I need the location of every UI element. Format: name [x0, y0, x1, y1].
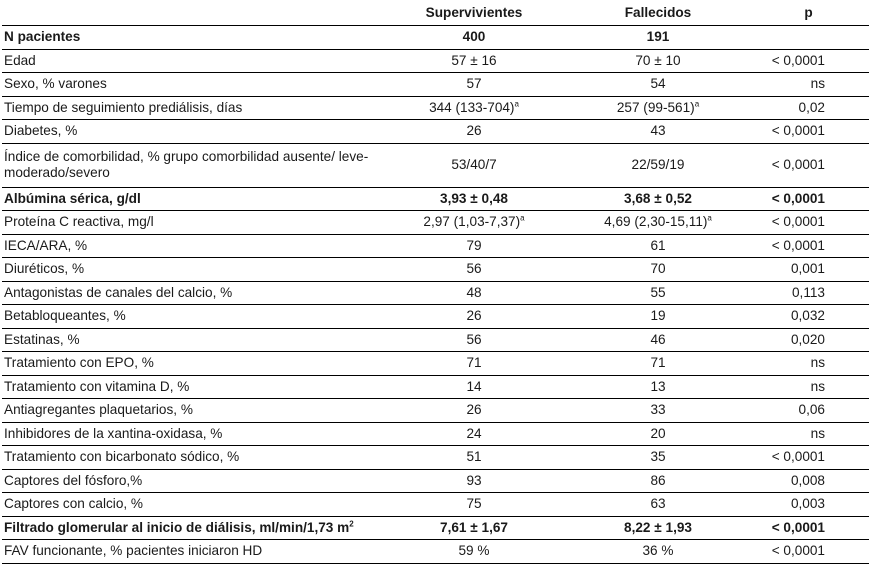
header-variable	[2, 0, 380, 26]
deceased-value-text: 36 %	[642, 543, 674, 559]
deceased-value	[568, 258, 748, 282]
survivors-value	[380, 120, 568, 144]
survivors-value-text: 93	[466, 472, 482, 488]
p-value-text: < 0,0001	[771, 190, 825, 206]
survivors-value	[380, 469, 568, 493]
table-row	[2, 399, 869, 423]
p-value	[748, 187, 869, 211]
row-label-text: Inhibidores de la xantina-oxidasa, %	[4, 425, 223, 441]
table-row	[2, 352, 869, 376]
row-label	[2, 96, 380, 120]
deceased-value-text: 19	[650, 308, 666, 324]
survivors-value	[380, 211, 568, 235]
table-row	[2, 493, 869, 517]
table-row	[2, 281, 869, 305]
p-value	[748, 540, 869, 564]
table-row	[2, 469, 869, 493]
deceased-value	[568, 422, 748, 446]
survivors-value-text: 53/40/7	[451, 157, 497, 172]
p-value	[748, 375, 869, 399]
survivors-value-text: 75	[466, 496, 482, 512]
table-row	[2, 187, 869, 211]
survivors-value	[380, 328, 568, 352]
row-label	[2, 26, 380, 50]
row-label	[2, 422, 380, 446]
table-body	[2, 26, 869, 564]
row-label-text: Antiagregantes plaquetarios, %	[4, 402, 193, 418]
p-value-text: 0,020	[790, 331, 825, 347]
deceased-value-text: 46	[650, 331, 666, 347]
deceased-value-text: 8,22 ± 1,93	[624, 519, 692, 535]
row-label-text: Edad	[4, 52, 36, 68]
deceased-value	[568, 352, 748, 376]
deceased-value	[568, 305, 748, 329]
deceased-value	[568, 73, 748, 97]
table-row	[2, 540, 869, 564]
survivors-value-text: 57	[466, 76, 482, 92]
row-label	[2, 211, 380, 235]
survivors-value-text: 26	[466, 402, 482, 418]
p-value-text: < 0,0001	[771, 214, 825, 230]
table-row	[2, 120, 869, 144]
header-p-value: p	[748, 0, 869, 26]
p-value	[748, 281, 869, 305]
p-value-text: ns	[810, 378, 825, 394]
table-row	[2, 96, 869, 120]
p-value	[748, 493, 869, 517]
p-value-text: ns	[810, 425, 825, 441]
row-label	[2, 258, 380, 282]
footnote-marker: a	[694, 99, 700, 109]
row-label	[2, 540, 380, 564]
p-value	[748, 446, 869, 470]
survivors-value	[380, 96, 568, 120]
p-value	[748, 73, 869, 97]
p-value	[748, 143, 869, 187]
row-label	[2, 446, 380, 470]
survivors-value	[380, 352, 568, 376]
survivors-value-text: 79	[466, 237, 482, 253]
table-row	[2, 422, 869, 446]
survivors-value-text: 3,93 ± 0,48	[440, 190, 508, 206]
deceased-value-text: 4,69 (2,30-15,11)	[604, 214, 708, 230]
survivors-value	[380, 305, 568, 329]
p-value-text: 0,003	[790, 496, 825, 512]
p-value-text: 0,032	[790, 308, 825, 324]
row-label	[2, 493, 380, 517]
patient-comparison-table	[2, 0, 869, 564]
row-label	[2, 281, 380, 305]
deceased-value	[568, 399, 748, 423]
deceased-value	[568, 96, 748, 120]
p-value-text: ns	[810, 355, 825, 371]
row-label	[2, 399, 380, 423]
survivors-value	[380, 375, 568, 399]
row-label	[2, 120, 380, 144]
row-label	[2, 375, 380, 399]
row-label-text: Antagonistas de canales del calcio, %	[4, 284, 233, 300]
row-label-text: Tratamiento con bicarbonato sódico, %	[4, 449, 240, 465]
survivors-value-text: 59 %	[458, 543, 490, 559]
survivors-value-text: 56	[466, 261, 482, 277]
p-value	[748, 211, 869, 235]
row-label-text: IECA/ARA, %	[4, 237, 88, 253]
p-value-text: < 0,0001	[771, 123, 825, 139]
survivors-value	[380, 446, 568, 470]
survivors-value	[380, 49, 568, 73]
survivors-value	[380, 422, 568, 446]
survivors-value-text: 51	[466, 449, 482, 465]
footnote-marker: a	[707, 213, 712, 223]
deceased-value	[568, 375, 748, 399]
deceased-value-text: 54	[650, 76, 666, 92]
row-label	[2, 187, 380, 211]
survivors-value-text: 57 ± 16	[451, 52, 497, 68]
p-value-text: 0,008	[790, 472, 825, 488]
p-value-text: 0,02	[798, 99, 825, 115]
survivors-value-text: 14	[466, 378, 482, 394]
table-row	[2, 26, 869, 50]
deceased-value-text: 35	[650, 449, 666, 465]
table-row	[2, 234, 869, 258]
deceased-value	[568, 120, 748, 144]
deceased-value	[568, 281, 748, 305]
p-value-text: ns	[810, 76, 825, 92]
footnote-marker: a	[514, 99, 519, 109]
deceased-value	[568, 516, 748, 540]
row-label-text: Tratamiento con EPO, %	[4, 355, 154, 371]
table-row	[2, 211, 869, 235]
table-row	[2, 375, 869, 399]
p-value-text: 0,001	[790, 261, 825, 277]
row-label	[2, 73, 380, 97]
deceased-value-text: 3,68 ± 0,52	[624, 190, 692, 206]
p-value-text: 0,06	[798, 402, 825, 418]
row-label-text: Diabetes, %	[4, 123, 78, 139]
survivors-value	[380, 73, 568, 97]
survivors-value-text: 26	[466, 308, 482, 324]
deceased-value-text: 257 (99-561)	[616, 99, 695, 115]
row-label-text: Albúmina sérica, g/dl	[4, 190, 141, 206]
survivors-value-text: 7,61 ± 1,67	[440, 519, 508, 535]
p-value-text: 0,113	[791, 284, 825, 300]
deceased-value-text: 70 ± 10	[635, 52, 681, 68]
row-label	[2, 328, 380, 352]
survivors-value-text: 24	[466, 425, 482, 441]
survivors-value	[380, 187, 568, 211]
p-value	[748, 516, 869, 540]
deceased-value	[568, 328, 748, 352]
deceased-value-text: 61	[650, 237, 666, 253]
row-label	[2, 234, 380, 258]
footnote-marker: a	[520, 213, 525, 223]
table-row	[2, 143, 869, 187]
survivors-value-text: 400	[462, 29, 486, 45]
table-row	[2, 49, 869, 73]
header-deceased: Fallecidos	[568, 0, 748, 26]
survivors-value	[380, 281, 568, 305]
p-value	[748, 305, 869, 329]
deceased-value	[568, 493, 748, 517]
deceased-value	[568, 211, 748, 235]
survivors-value-text: 71	[466, 355, 482, 371]
p-value-text: < 0,0001	[771, 52, 825, 68]
survivors-value	[380, 540, 568, 564]
deceased-value-text: 20	[650, 425, 666, 441]
p-value-text: < 0,0001	[771, 449, 825, 465]
deceased-value-text: 191	[646, 29, 670, 45]
row-label	[2, 143, 380, 187]
deceased-value	[568, 187, 748, 211]
table-row	[2, 446, 869, 470]
deceased-value-text: 55	[650, 284, 666, 300]
p-value	[748, 258, 869, 282]
header-survivors: Supervivientes	[380, 0, 568, 26]
row-label	[2, 305, 380, 329]
survivors-value	[380, 234, 568, 258]
p-value-text: < 0,0001	[771, 543, 825, 559]
p-value	[748, 469, 869, 493]
p-value-text: < 0,0001	[771, 157, 825, 172]
deceased-value-text: 22/59/19	[631, 157, 685, 172]
survivors-value-text: 48	[466, 284, 482, 300]
deceased-value	[568, 26, 748, 50]
survivors-value-text: 56	[466, 331, 482, 347]
table-row	[2, 73, 869, 97]
survivors-value	[380, 258, 568, 282]
row-label-text: N pacientes	[4, 29, 81, 45]
p-value	[748, 352, 869, 376]
deceased-value	[568, 143, 748, 187]
deceased-value	[568, 469, 748, 493]
survivors-value	[380, 26, 568, 50]
deceased-value	[568, 49, 748, 73]
row-label-text: FAV funcionante, % pacientes iniciaron HD	[4, 543, 263, 559]
p-value	[748, 49, 869, 73]
deceased-value-text: 33	[650, 402, 666, 418]
p-value	[748, 234, 869, 258]
row-label-text: Diuréticos, %	[4, 261, 85, 277]
row-label	[2, 49, 380, 73]
p-value	[748, 328, 869, 352]
table-row	[2, 258, 869, 282]
survivors-value	[380, 143, 568, 187]
row-label-text: Betabloqueantes, %	[4, 308, 126, 324]
deceased-value	[568, 446, 748, 470]
table-row	[2, 328, 869, 352]
row-label-text: Índice de comorbilidad, % grupo comorbilidad ausente/ leve-moderado/severo	[4, 149, 369, 180]
p-value	[748, 96, 869, 120]
deceased-value-text: 43	[650, 123, 666, 139]
row-label-text: Proteína C reactiva, mg/l	[4, 214, 154, 230]
p-value	[748, 26, 869, 50]
table-header-row	[2, 0, 869, 26]
deceased-value-text: 63	[650, 496, 666, 512]
table-row	[2, 305, 869, 329]
deceased-value	[568, 540, 748, 564]
deceased-value-text: 70	[650, 261, 666, 277]
survivors-value-text: 26	[466, 123, 482, 139]
survivors-value	[380, 516, 568, 540]
row-label-text: Filtrado glomerular al inicio de diálisis, ml/min/1,73 m	[4, 519, 350, 535]
table-row	[2, 516, 869, 540]
row-label-text: Sexo, % varones	[4, 76, 107, 92]
survivors-value-text: 344 (133-704)	[429, 99, 515, 115]
row-label-text: Tratamiento con vitamina D, %	[4, 378, 190, 394]
survivors-value	[380, 493, 568, 517]
p-value-text: < 0,0001	[771, 519, 825, 535]
row-label-text: Captores del fósforo,%	[4, 472, 143, 488]
p-value	[748, 399, 869, 423]
row-label-text: Estatinas, %	[4, 331, 80, 347]
row-label	[2, 352, 380, 376]
survivors-value	[380, 399, 568, 423]
row-label	[2, 516, 380, 540]
row-label-text: Captores con calcio, %	[4, 496, 144, 512]
deceased-value	[568, 234, 748, 258]
footnote-marker: 2	[349, 519, 354, 529]
p-value	[748, 120, 869, 144]
p-value-text: < 0,0001	[771, 237, 825, 253]
deceased-value-text: 86	[650, 472, 666, 488]
deceased-value-text: 13	[650, 378, 666, 394]
survivors-value-text: 2,97 (1,03-7,37)	[423, 214, 521, 230]
row-label-text: Tiempo de seguimiento prediálisis, días	[4, 99, 243, 115]
p-value	[748, 422, 869, 446]
row-label	[2, 469, 380, 493]
deceased-value-text: 71	[650, 355, 666, 371]
